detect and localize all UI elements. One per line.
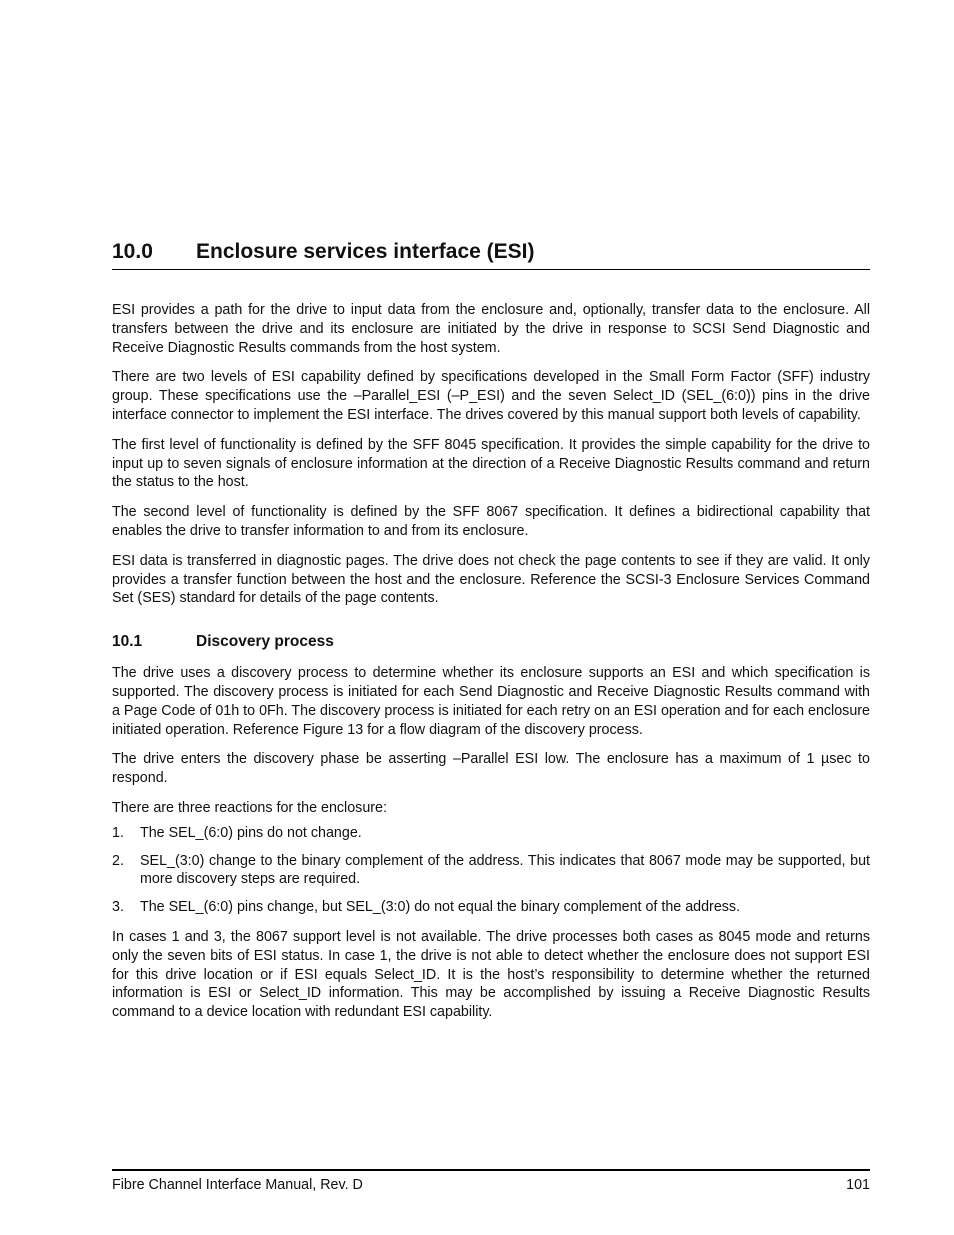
list-item xyxy=(112,852,870,890)
section-heading xyxy=(112,240,870,270)
list-item xyxy=(112,824,870,843)
subsection-number: 10.1 xyxy=(112,633,143,651)
section-body xyxy=(112,301,870,1033)
reactions-list xyxy=(112,824,870,917)
section-number: 10.0 xyxy=(112,240,153,263)
list-text: SEL_(3:0) change to the binary complement of the address. This indicates that 8067 mode may be supported, but more discovery steps are required. xyxy=(140,852,870,888)
list-text: The SEL_(6:0) pins do not change. xyxy=(140,824,362,841)
list-number: 1. xyxy=(112,824,124,841)
paragraph: The second level of functionality is defined by the SFF 8067 specification. It defines a bidirectional capability that enables the drive to transfer information to and from its enclosure. xyxy=(112,504,870,539)
paragraph: The first level of functionality is defined by the SFF 8045 specification. It provides the simple capability for the drive to input up to seven signals of enclosure information at the direction of a Receive Diagnostic Results command and return the status to the host. xyxy=(112,436,870,491)
list-item xyxy=(112,898,870,917)
paragraph: The drive enters the discovery phase be asserting –Parallel ESI low. The enclosure has a maximum of 1 µsec to respond. xyxy=(112,751,870,787)
footer-title: Fibre Channel Interface Manual, Rev. D xyxy=(112,1177,363,1193)
paragraph: There are two levels of ESI capability defined by specifications developed in the Small Form Factor (SFF) industry group. These specifications use the –Parallel_ESI (–P_ESI) and the seven Select_ID (SEL_(6:0)) pins in the drive interface connector to implement the ESI interface. The drives covered by this manual support both levels of capability. xyxy=(112,369,870,423)
paragraph: The drive uses a discovery process to determine whether its enclosure supports an ESI and which specification is supported. The discovery process is initiated for each Send Diagnostic and Receive Diagnostic Results command with a Page Code of 01h to 0Fh. The discovery process is initiated for each retry on an ESI operation and for each enclosure initiated operation. Reference Figure 13 for a flow diagram of the discovery process. xyxy=(112,665,870,738)
page-footer xyxy=(112,1169,870,1193)
paragraph: In cases 1 and 3, the 8067 support level is not available. The drive processes both cases as 8045 mode and returns only the seven bits of ESI status. In case 1, the drive is not able to detect whether the enclosure does not support ESI for this drive location or if ESI equals Select_ID. It is the host’s responsibility to determine whether the returned information is ESI or Select_ID information. This may be accomplished by issuing a Receive Diagnostic Results command to a device location with redundant ESI capability. xyxy=(112,928,870,1021)
paragraph: There are three reactions for the enclosure: xyxy=(112,799,387,816)
paragraph: ESI data is transferred in diagnostic pages. The drive does not check the page contents to see if they are valid. It only provides a transfer function between the host and the enclosure. Reference the SCSI-3 Enclosure Services Command Set (SES) standard for details of the page contents. xyxy=(112,552,870,607)
paragraph: ESI provides a path for the drive to input data from the enclosure and, optionally, transfer data to the enclosure. All transfers between the drive and its enclosure are initiated by the drive in response to SCSI Send Diagnostic and Receive Diagnostic Results commands from the host system. xyxy=(112,302,870,356)
section-title: Enclosure services interface (ESI) xyxy=(196,240,535,263)
list-number: 3. xyxy=(112,899,124,916)
list-number: 2. xyxy=(112,852,124,869)
list-text: The SEL_(6:0) pins change, but SEL_(3:0) do not equal the binary complement of the address. xyxy=(140,899,741,916)
subsection-heading xyxy=(112,633,870,651)
subsection-title: Discovery process xyxy=(196,633,334,651)
page-number: 101 xyxy=(846,1177,870,1193)
